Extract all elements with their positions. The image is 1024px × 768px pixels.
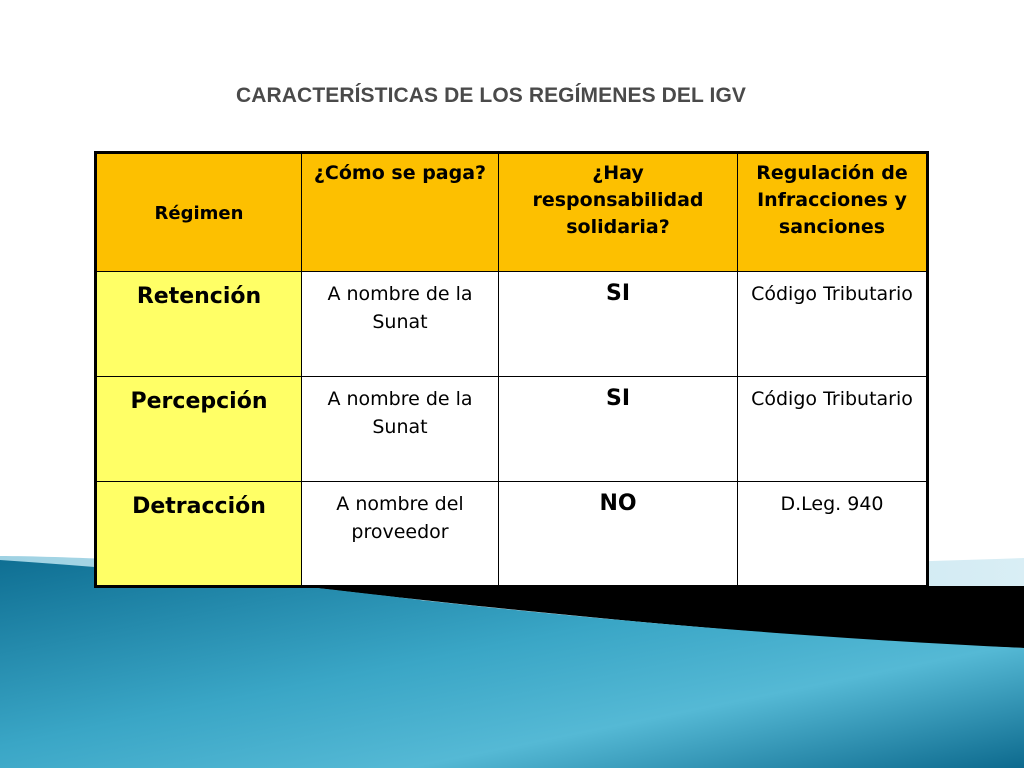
row-solidaria: NO <box>499 482 738 587</box>
row-pago: A nombre del proveedor <box>302 482 499 587</box>
row-regimen: Retención <box>96 272 302 377</box>
row-regulacion: Código Tributario <box>738 377 928 482</box>
header-responsabilidad-solidaria: ¿Hay responsabilidad solidaria? <box>499 153 738 272</box>
row-regimen: Detracción <box>96 482 302 587</box>
table-row <box>96 482 928 587</box>
row-pago: A nombre de la Sunat <box>302 377 499 482</box>
row-pago: A nombre de la Sunat <box>302 272 499 377</box>
row-regulacion: D.Leg. 940 <box>738 482 928 587</box>
row-solidaria: SI <box>499 377 738 482</box>
table-header-row <box>96 153 928 272</box>
table-row <box>96 272 928 377</box>
row-solidaria: SI <box>499 272 738 377</box>
slide-title: CARACTERÍSTICAS DE LOS REGÍMENES DEL IGV <box>236 84 746 107</box>
header-como-se-paga: ¿Cómo se paga? <box>302 153 499 272</box>
table-row <box>96 377 928 482</box>
igv-regimes-table <box>94 151 929 588</box>
header-regimen: Régimen <box>96 153 302 272</box>
header-regulacion: Regulación de Infracciones y sanciones <box>738 153 928 272</box>
row-regimen: Percepción <box>96 377 302 482</box>
row-regulacion: Código Tributario <box>738 272 928 377</box>
